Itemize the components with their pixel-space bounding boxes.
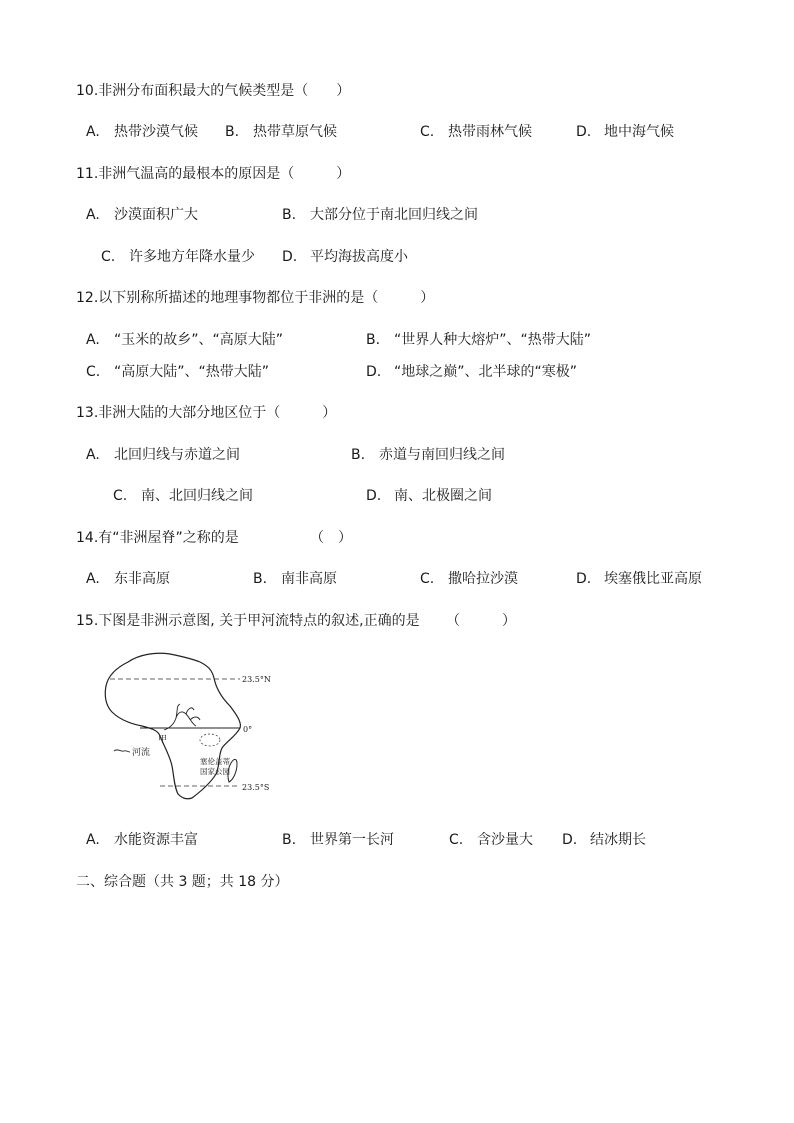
q15-option-c[interactable]	[449, 830, 533, 850]
option-text: “高原大陆”、“热带大陆”	[114, 364, 270, 380]
q10-option-c[interactable]	[420, 122, 532, 142]
serengeti-region	[200, 734, 220, 746]
question-12-stem: 12.以下别称所描述的地理事物都位于非洲的是（ ）	[76, 290, 435, 306]
question-14-answer-paren: （ ）	[310, 530, 352, 546]
option-letter: B.	[282, 832, 297, 848]
q10-option-d[interactable]	[576, 122, 674, 142]
q14-option-c[interactable]	[420, 569, 518, 589]
option-letter: D.	[366, 488, 382, 504]
q11-option-a[interactable]	[86, 205, 198, 225]
africa-outline	[105, 653, 240, 799]
option-text: 大部分位于南北回归线之间	[310, 207, 478, 223]
option-letter: C.	[420, 571, 435, 587]
park-label-line2: 国家公园	[200, 767, 230, 776]
option-letter: C.	[420, 124, 435, 140]
option-text: 热带草原气候	[253, 124, 337, 140]
q10-option-b[interactable]	[225, 122, 337, 142]
equator-label: 0°	[243, 725, 253, 734]
option-letter: A.	[86, 447, 100, 463]
option-text: 热带沙漠气候	[114, 124, 198, 140]
q12-option-d[interactable]	[366, 362, 577, 382]
option-text: 热带雨林气候	[448, 124, 532, 140]
river-legend-label: 河流	[132, 748, 151, 758]
q14-option-a[interactable]	[86, 569, 170, 589]
option-text: 沙漠面积广大	[114, 207, 198, 223]
option-letter: B.	[225, 124, 240, 140]
q12-option-a[interactable]	[86, 330, 283, 350]
tropic-south-label: 23.5°S	[242, 783, 270, 792]
option-letter: D.	[576, 124, 592, 140]
q14-option-b[interactable]	[253, 569, 337, 589]
option-letter: A.	[86, 571, 100, 587]
option-letter: D.	[576, 571, 592, 587]
q11-option-b[interactable]	[282, 205, 478, 225]
question-13-stem: 13.非洲大陆的大部分地区位于（ ）	[76, 405, 337, 421]
option-letter: A.	[86, 332, 100, 348]
q10-option-a[interactable]	[86, 122, 198, 142]
q13-option-c[interactable]	[113, 486, 253, 506]
option-text: 许多地方年降水量少	[129, 249, 255, 265]
option-text: 水能资源丰富	[114, 832, 198, 848]
option-letter: C.	[113, 488, 128, 504]
option-text: 世界第一长河	[310, 832, 394, 848]
section-heading: 二、综合题（共 3 题；共 18 分）	[76, 874, 289, 890]
option-text: 赤道与南回归线之间	[379, 447, 505, 463]
question-15-answer-paren: （ ）	[446, 613, 516, 629]
river-legend-symbol	[114, 750, 130, 752]
option-text: 平均海拔高度小	[310, 249, 408, 265]
option-letter: A.	[86, 124, 100, 140]
q11-option-c[interactable]	[101, 247, 255, 267]
q14-option-d[interactable]	[576, 569, 702, 589]
question-15-stem: 15.下图是非洲示意图, 关于甲河流特点的叙述,正确的是	[76, 613, 420, 629]
option-letter: C.	[449, 832, 464, 848]
q11-option-d[interactable]	[282, 247, 408, 267]
option-text: 地中海气候	[604, 124, 674, 140]
q15-option-b[interactable]	[282, 830, 394, 850]
q13-option-d[interactable]	[366, 486, 492, 506]
option-letter: B.	[282, 207, 297, 223]
option-text: 埃塞俄比亚高原	[604, 571, 702, 587]
option-text: 含沙量大	[477, 832, 533, 848]
option-text: “世界人种大熔炉”、“热带大陆”	[394, 332, 592, 348]
option-letter: A.	[86, 832, 100, 848]
q12-option-c[interactable]	[86, 362, 269, 382]
africa-map-figure	[100, 648, 300, 808]
option-text: “地球之巅”、北半球的“寒极”	[394, 364, 578, 380]
q12-option-b[interactable]	[366, 330, 591, 350]
option-text: 南非高原	[281, 571, 337, 587]
option-text: 南、北极圈之间	[394, 488, 492, 504]
option-letter: D.	[366, 364, 382, 380]
option-letter: C.	[86, 364, 101, 380]
question-14-stem: 14.有“非洲屋脊”之称的是	[76, 530, 239, 546]
option-letter: D.	[562, 832, 578, 848]
option-text: 东非高原	[114, 571, 170, 587]
option-letter: B.	[366, 332, 381, 348]
option-letter: A.	[86, 207, 100, 223]
question-11-stem: 11.非洲气温高的最根本的原因是（ ）	[76, 166, 351, 182]
option-text: 结冰期长	[590, 832, 646, 848]
jia-river-line	[164, 704, 200, 730]
option-text: 北回归线与赤道之间	[114, 447, 240, 463]
question-10-stem: 10.非洲分布面积最大的气候类型是（ ）	[76, 83, 351, 99]
option-text: “玉米的故乡”、“高原大陆”	[114, 332, 284, 348]
q15-option-a[interactable]	[86, 830, 198, 850]
q13-option-b[interactable]	[351, 445, 505, 465]
jia-label: 甲	[158, 735, 168, 745]
option-text: 南、北回归线之间	[141, 488, 253, 504]
option-letter: C.	[101, 249, 116, 265]
q13-option-a[interactable]	[86, 445, 240, 465]
option-text: 撒哈拉沙漠	[448, 571, 518, 587]
option-letter: B.	[253, 571, 268, 587]
option-letter: B.	[351, 447, 366, 463]
park-label-line1: 塞伦盖蒂	[200, 757, 230, 766]
q15-option-d[interactable]	[562, 830, 646, 850]
option-letter: D.	[282, 249, 298, 265]
tropic-north-label: 23.5°N	[242, 675, 271, 684]
